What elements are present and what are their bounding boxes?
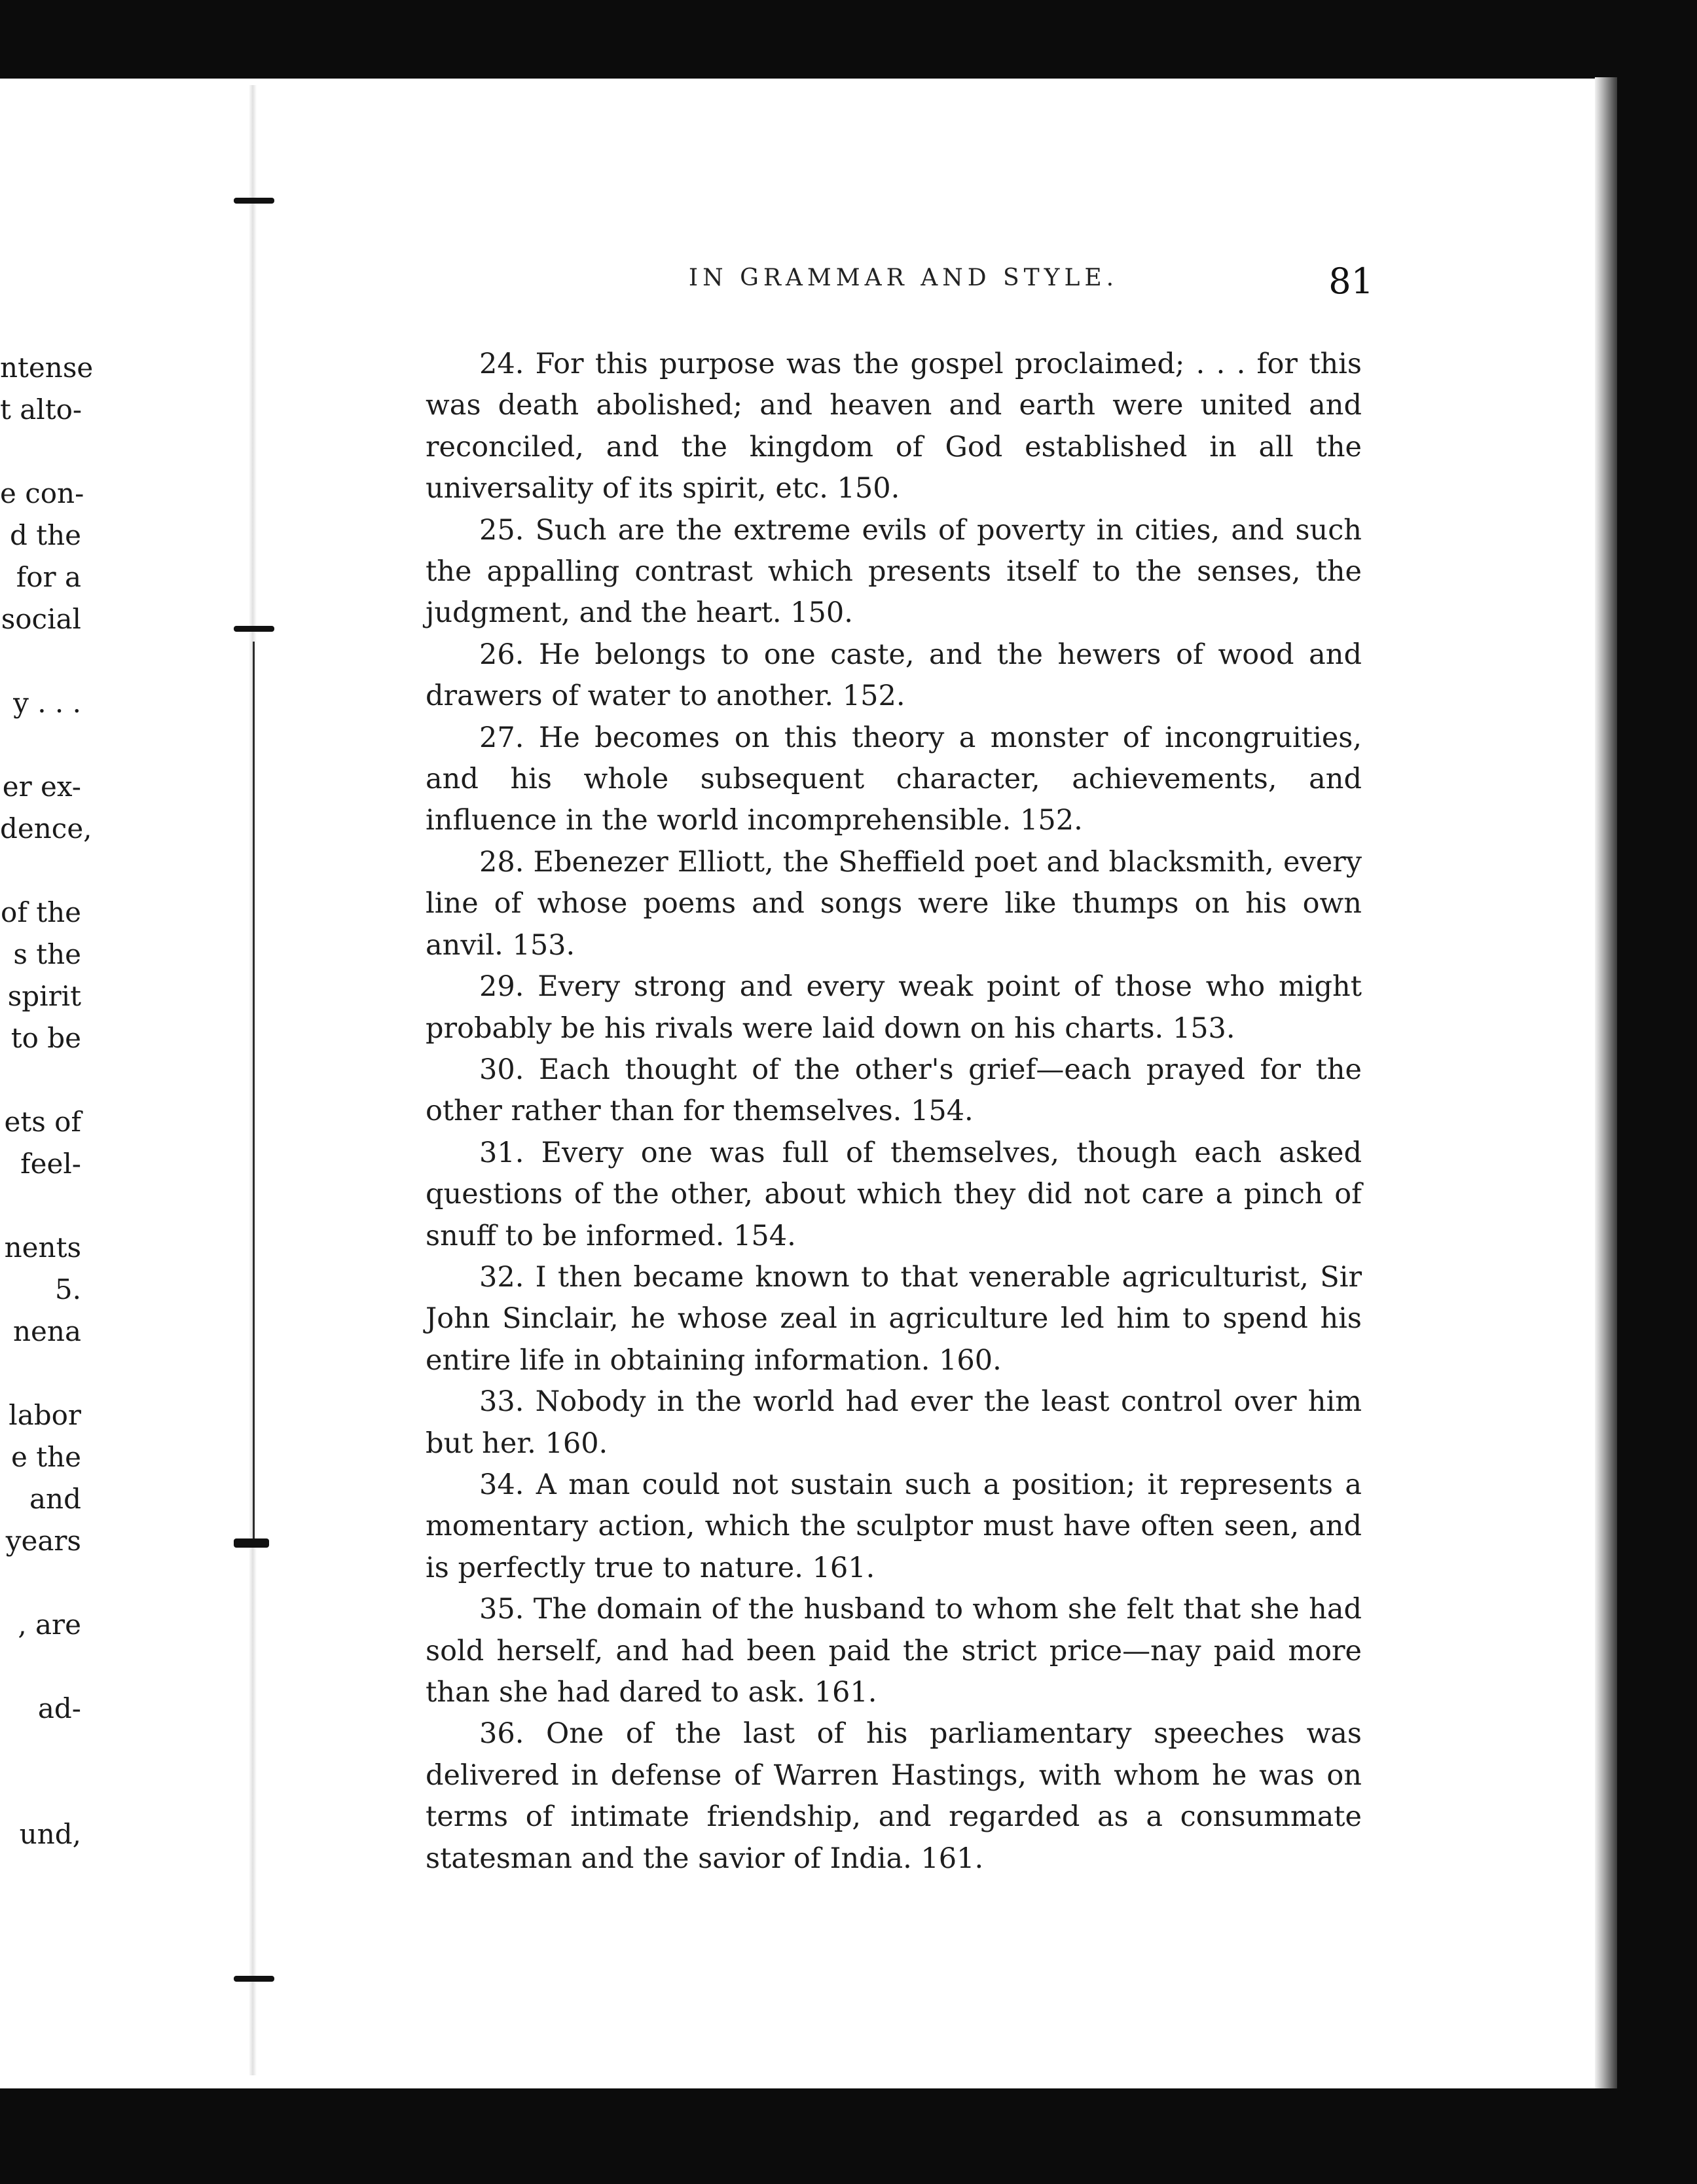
left-page-line: ets of [4, 1106, 81, 1138]
left-page-line: ad- [37, 1692, 81, 1724]
left-page-line: d the [9, 519, 81, 551]
left-page-line: nents [4, 1231, 81, 1264]
left-page-line: of the [1, 896, 81, 928]
left-page-line: to be [10, 1022, 81, 1054]
left-page-line [0, 431, 81, 473]
entry-28: 28. Ebenezer Elliott, the Sheffield poet and blacksmith, every line of whose poems and songs were like thumps on his own anvil. 153. [426, 845, 1362, 962]
left-page-line [0, 640, 81, 682]
left-page-line: , are [18, 1609, 81, 1641]
left-page-line [0, 850, 81, 892]
left-page-line: social [1, 603, 81, 635]
entry-34: 34. A man could not sustain such a position; it represents a momentary action, which the sculptor must have often seen, and is perfectly true to nature. 161. [426, 1468, 1362, 1584]
left-page-line [0, 1353, 81, 1394]
left-page-line: und, [19, 1818, 81, 1850]
left-page-line: er ex- [2, 771, 81, 803]
left-page-fragment [0, 347, 94, 1855]
page-edge-shadow [1595, 77, 1617, 2088]
entry-30: 30. Each thought of the other's grief—each prayed for the other rather than for themselves. 154. [426, 1053, 1362, 1128]
entry-36: 36. One of the last of his parliamentary speeches was delivered in defense of Warren Hastings, with whom he was on terms of intimate friendship, and regarded as a consummate statesman and the savior of India. 161. [426, 1717, 1362, 1875]
left-page-line: dence, [0, 812, 92, 845]
entry-29: 29. Every strong and every weak point of those who might probably be his rivals were laid down on his charts. 153. [426, 970, 1362, 1045]
entry-33: 33. Nobody in the world had ever the least control over him but her. 160. [426, 1385, 1362, 1460]
left-page-line: 5. [54, 1273, 81, 1305]
page-body [426, 344, 1362, 1880]
binding-stitch [234, 1976, 274, 1982]
entry-27: 27. He becomes on this theory a monster of incongruities, and his whole subsequent character, achievements, and influence in the world incomprehensible. 152. [426, 721, 1362, 837]
left-page-line: e con- [0, 477, 84, 509]
left-page-line: e the [11, 1441, 81, 1473]
binding-stitch [234, 198, 274, 204]
left-page-line: for a [16, 561, 81, 593]
entry-25: 25. Such are the extreme evils of poverty in cities, and such the appalling contrast which presents itself to the senses, the judgment, and the heart. 150. [426, 513, 1362, 630]
left-page-line: spirit [7, 980, 81, 1012]
left-page-line [0, 724, 81, 766]
left-page-line [0, 1059, 81, 1101]
binding-stitch [234, 1538, 269, 1548]
binding-thread [253, 642, 255, 1545]
left-page-line: and [29, 1483, 81, 1515]
left-page-line [0, 1730, 81, 1772]
left-page-line [0, 1646, 81, 1688]
entry-32: 32. I then became known to that venerable agriculturist, Sir John Sinclair, he whose zeal in agriculture led him to spend his entire life in obtaining information. 160. [426, 1260, 1362, 1377]
left-page-line: years [5, 1525, 81, 1557]
left-page-line [0, 1562, 81, 1604]
left-page-line: feel- [20, 1148, 81, 1180]
left-page-line: ntense [0, 352, 94, 384]
binding-stitch [234, 626, 274, 632]
entry-24: 24. For this purpose was the gospel proclaimed; . . . for this was death abolished; and heaven and earth were united and reconciled, and the kingdom of God established in all the universality of its spirit, etc. 150. [426, 348, 1362, 505]
left-page-line: labor [9, 1399, 81, 1431]
page-number: 81 [1328, 261, 1374, 302]
running-head: IN GRAMMAR AND STYLE. [688, 264, 1119, 291]
left-page-line [0, 1772, 81, 1813]
left-page-line [0, 1185, 81, 1227]
entry-31: 31. Every one was full of themselves, though each asked questions of the other, about which they did not care a pinch of snuff to be informed. 154. [426, 1136, 1362, 1252]
entry-35: 35. The domain of the husband to whom she felt that she had sold herself, and had been paid the strict price—nay paid more than she had dared to ask. 161. [426, 1593, 1362, 1709]
entry-26: 26. He belongs to one caste, and the hewers of wood and drawers of water to another. 152. [426, 638, 1362, 713]
left-page-line: s the [13, 938, 81, 970]
left-page-line: y . . . [13, 687, 81, 719]
left-page-line: nena [13, 1315, 81, 1347]
left-page-line: t alto- [0, 393, 82, 426]
